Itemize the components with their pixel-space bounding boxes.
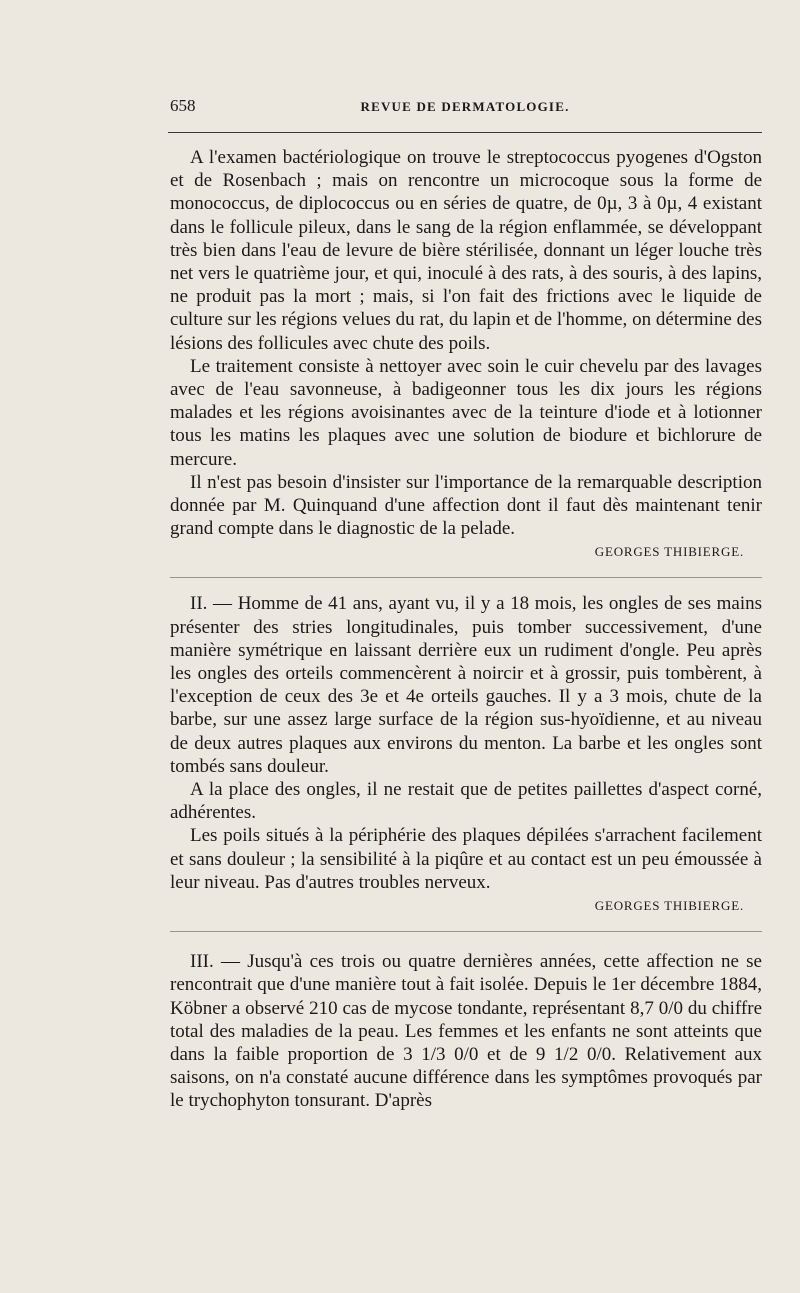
signature: GEORGES THIBIERGE.: [594, 898, 744, 914]
paragraph: A l'examen bactériologique on trouve le streptococcus pyogenes d'Ogston et de Rosenbach ; mais on rencontre un microcoque sous la forme de monococcus, de diplococcus ou en séries de quatre, de 0µ, 3 à 0µ, 4 existant dans le follicule pileux, dans le sang de la région enflammée, se développant très bien dans l'eau de levure de bière stérilisée, donnant un léger louche très net vers le quatrième jour, et qui, inoculé à des rats, à des souris, à des lapins, ne produit pas la mort ; mais, si l'on fait des frictions avec le liquide de culture sur les régions velues du rat, du lapin et de l'homme, on détermine des lésions des follicules avec chute des poils.: [170, 147, 762, 354]
body-text: [170, 146, 762, 1113]
paragraph: Le traitement consiste à nettoyer avec soin le cuir chevelu par des lavages avec de l'eau savonneuse, à badigeonner tous les dix jours les régions malades et les régions avoisinantes avec de la teinture d'iode et à lotionner tous les matins les plaques avec une solution de biodure et bichlorure de mercure.: [170, 355, 762, 470]
paragraph: III. — Jusqu'à ces trois ou quatre dernières années, cette affection ne se rencontrait que d'une manière tout à fait isolée. Depuis le 1er décembre 1884, Köbner a observé 210 cas de mycose tondante, représentant 8,7 0/0 du chiffre total des maladies de la peau. Les femmes et les enfants ne sont atteints que dans la faible proportion de 3 1/3 0/0 et de 9 1/2 0/0. Relativement aux saisons, on n'a constaté aucune différence dans les symptômes provoqués par le trychophyton tonsurant. D'après: [170, 951, 762, 1112]
section-separator: [170, 577, 762, 578]
paragraph: II. — Homme de 41 ans, ayant vu, il y a 18 mois, les ongles de ses mains présenter des stries longitudinales, puis tomber successivement, d'une manière symétrique en laissant derrière eux un rudiment d'ongle. Peu après les ongles des orteils commencèrent à noircir et à grossir, puis tombèrent, à l'exception de ceux des 3e et 4e orteils gauches. Il y a 3 mois, chute de la barbe, sur une assez large surface de la région sus-hyoïdienne, et au niveau de deux autres plaques aux environs du menton. La barbe et les ongles sont tombés sans douleur.: [170, 593, 762, 777]
signature: GEORGES THIBIERGE.: [594, 544, 744, 560]
page-number: 658: [170, 96, 196, 115]
paragraph: Les poils situés à la périphérie des plaques dépilées s'arrachent facilement et sans douleur ; la sensibilité à la piqûre et au contact est un peu émoussée à leur niveau. Pas d'autres troubles nerveux.: [170, 825, 762, 893]
running-title: REVUE DE DERMATOLOGIE.: [360, 99, 570, 114]
paragraph: Il n'est pas besoin d'insister sur l'importance de la remarquable description donnée par M. Quinquand d'une affection dont il faut dès maintenant tenir grand compte dans le diagnostic de la pelade.: [170, 471, 762, 540]
section-separator: [170, 931, 762, 932]
header-rule: [168, 132, 762, 133]
page-header: [170, 96, 760, 120]
paragraph: A la place des ongles, il ne restait que de petites paillettes d'aspect corné, adhérentes.: [170, 779, 762, 824]
